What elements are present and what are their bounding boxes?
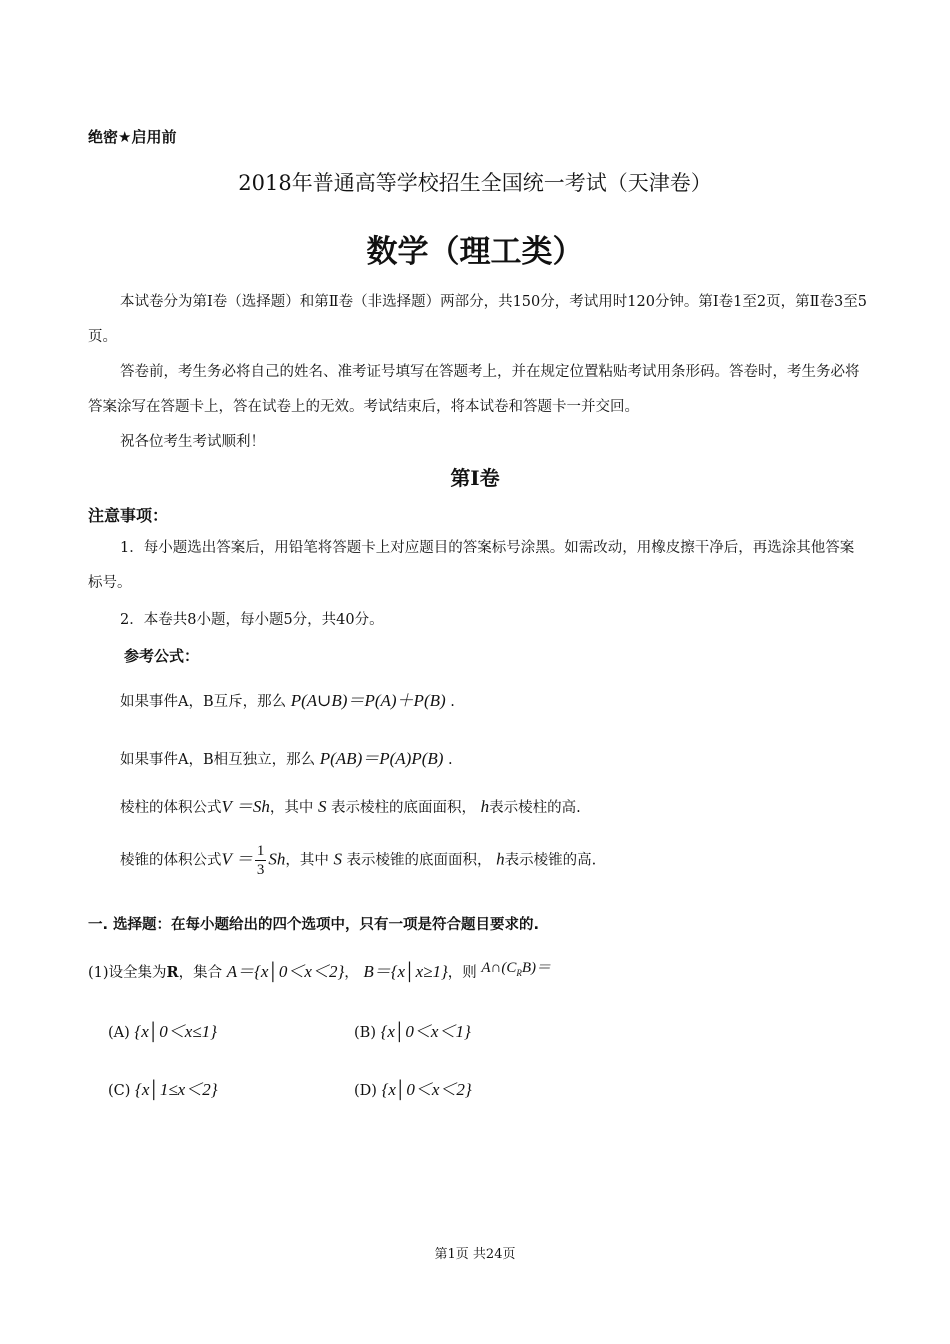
formula-independent-text: 如果事件A，B相互独立，那么 [120,752,316,768]
q1-then: ，则 [447,965,477,981]
subject-title: 数学（理工类） [366,234,584,270]
intro-paragraph-1: 本试卷分为第Ⅰ卷（选择题）和第Ⅱ卷（非选择题）两部分，共150分，考试用时120分钟。第Ⅰ卷1至2页，第Ⅱ卷3至5页。 [88,294,867,345]
page-footer: 第1页 共24页 [434,1247,516,1262]
pyramid-v: V ＝ [221,849,253,869]
formula-exclusive-math: P(A∪B)＝P(A)＋P(B) [290,691,446,710]
q1-expr-end: B)＝ [521,960,552,976]
option-c-label: (C) [108,1083,131,1099]
q1-real-set: R [166,964,179,981]
prism-s: S [317,797,327,816]
formula-exclusive [120,686,455,711]
q1-set-b: B＝{x│x≥1} [363,962,448,981]
notice-item-1: 1．每小题选出答案后，用铅笔将答题卡上对应题目的答案标号涂黑。如需改动，用橡皮擦干净后，再选涂其他答案标号。 [88,540,855,591]
formula-prism-volume [120,792,581,817]
volume-heading: 第Ⅰ卷 [450,466,500,490]
q1-mid: ，集合 [178,965,223,981]
option-d[interactable] [354,1075,472,1100]
pyramid-sh: Sh [268,849,286,869]
option-a-value: {x│0＜x≤1} [134,1022,217,1041]
prism-mid: ，其中 [269,800,314,816]
q1-set-a: A＝{x│0＜x＜2} [226,962,345,981]
notice-heading: 注意事项： [88,506,169,525]
intro-paragraph-3: 祝各位考生考试顺利！ [120,434,265,450]
option-c[interactable] [108,1075,218,1100]
pyramid-h: h [496,849,505,869]
fraction-numerator: 1 [256,843,265,859]
q1-sep: ， [344,965,359,981]
formula-independent-end: . [448,752,453,768]
prism-h: h [480,797,490,816]
pyramid-post1: 表示棱锥的底面面积， [346,852,492,869]
option-d-value: {x│0＜x＜2} [381,1080,472,1099]
formula-independent-math: P(AB)＝P(A)P(B) [319,749,444,768]
option-d-label: (D) [354,1083,377,1099]
option-a[interactable] [108,1017,217,1042]
prism-pre: 棱柱的体积公式 [120,800,222,816]
formula-exclusive-text: 如果事件A，B互斥，那么 [120,694,287,710]
q1-expr: A∩(C [481,960,517,976]
q1-expr-sub: R [516,968,522,978]
confidential-mark: 绝密★启用前 [88,128,177,146]
formula-exclusive-end: . [450,694,455,710]
formula-heading: 参考公式： [124,647,200,665]
option-a-label: (A) [108,1025,130,1041]
option-b-label: (B) [354,1025,376,1041]
option-c-value: {x│1≤x＜2} [135,1080,218,1099]
intro-paragraph-2: 答卷前，考生务必将自己的姓名、准考证号填写在答题考上，并在规定位置粘贴考试用条形码。答卷时，考生务必将答案涂写在答题卡上，答在试卷上的无效。考试结束后，将本试卷和答题卡一并交回。 [88,364,860,415]
section-heading-choice: 一. 选择题：在每小题给出的四个选项中，只有一项是符合题目要求的. [88,917,540,933]
q1-pre: (1)设全集为 [88,965,167,981]
one-third-fraction [255,842,267,879]
pyramid-mid: ，其中 [285,852,329,869]
prism-post1: 表示棱柱的底面面积， [331,800,477,816]
pyramid-pre: 棱锥的体积公式 [120,852,222,869]
question-1-stem [88,957,551,983]
pyramid-post2: 表示棱锥的高. [504,852,597,869]
option-b-value: {x│0＜x＜1} [380,1022,471,1041]
pyramid-s: S [333,849,342,869]
q1-expression [481,960,551,976]
option-b[interactable] [354,1017,471,1042]
formula-independent [120,744,453,769]
prism-math: V ＝Sh [221,797,270,816]
exam-title: 2018年普通高等学校招生全国统一考试（天津卷） [238,171,712,195]
prism-post2: 表示棱柱的高. [489,800,581,816]
notice-item-2: 2．本卷共8小题，每小题5分，共40分。 [120,612,384,628]
formula-pyramid-volume [120,842,596,879]
fraction-denominator: 3 [256,862,265,878]
